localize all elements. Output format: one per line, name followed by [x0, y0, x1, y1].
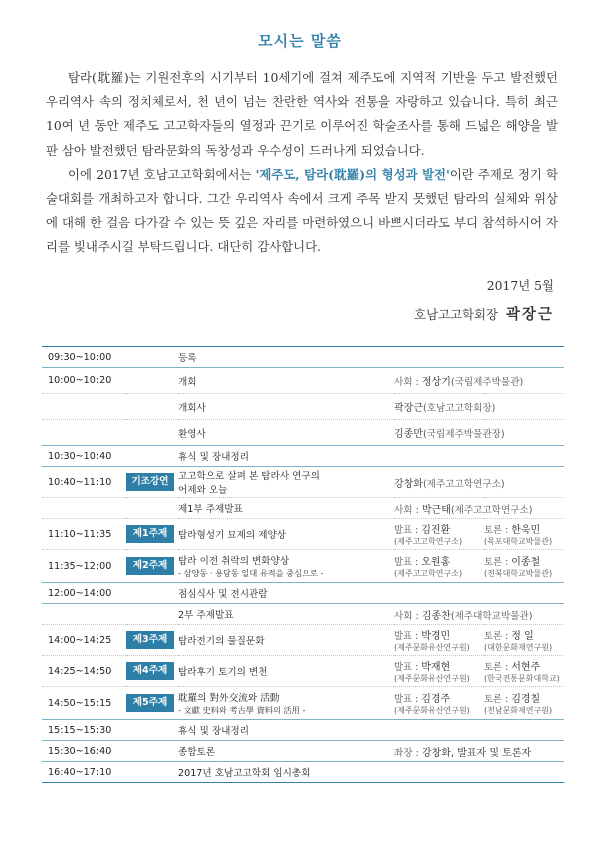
- conference-theme: '제주도, 탐라(耽羅)의 형성과 발전': [255, 166, 450, 182]
- program-row: [42, 519, 564, 550]
- event-subtitle: - 文獻 史料와 考古學 資料의 活用 -: [178, 705, 306, 715]
- row-event: 2017년 호남고고학회 임시총회: [178, 768, 311, 779]
- program-row: [42, 656, 564, 687]
- row-event: 탐라후기 토기의 변천: [178, 667, 268, 678]
- discussant-role: 토론 :: [484, 662, 512, 673]
- topic-badge: 제5주제: [126, 694, 174, 712]
- keynote-badge: 기조강연: [126, 473, 174, 491]
- discussant-name: 한욱민: [511, 525, 541, 536]
- topic-badge: 제2주제: [126, 557, 174, 575]
- discussant-role: 토론 :: [484, 631, 512, 642]
- row-time: 11:35~12:00: [48, 560, 112, 572]
- moderator-name: 박근태: [421, 504, 451, 516]
- program-row: [42, 446, 564, 467]
- row-event: [178, 467, 394, 498]
- row-event: [178, 550, 394, 583]
- signature: [414, 303, 554, 324]
- discussant-name: 이종철: [511, 557, 541, 568]
- row-time: 15:30~16:40: [48, 745, 112, 757]
- program-row: [42, 467, 564, 498]
- letter-paragraph-2: [46, 163, 558, 260]
- presenter-name: 박재현: [421, 662, 451, 673]
- row-time: 11:10~11:35: [48, 528, 112, 540]
- discussant-affiliation: (전남문화재연구원): [484, 706, 553, 715]
- moderator-role: 사회 :: [394, 504, 422, 516]
- row-event: 휴식 및 장내정리: [178, 452, 249, 463]
- row-time: 12:00~14:00: [48, 587, 112, 599]
- speaker-affiliation: (국립제주박물관장): [422, 429, 505, 440]
- program-row: [42, 625, 564, 656]
- presenter: [394, 687, 484, 720]
- moderator-affiliation: (국립제주박물관): [450, 377, 524, 388]
- program-row: [42, 347, 564, 368]
- presenter-name: 김진환: [421, 525, 451, 536]
- topic-badge: 제1주제: [126, 525, 174, 543]
- event-title: 탐라 이전 취락의 변화양상: [178, 556, 290, 567]
- presenter-role: 발표 :: [394, 557, 422, 568]
- discussant: [484, 687, 564, 720]
- program-row: [42, 583, 564, 604]
- discussant-role: 토론 :: [484, 557, 512, 568]
- speaker-name: 김종만: [394, 429, 423, 440]
- program-row: [42, 741, 564, 762]
- signer-title: 호남고고학회장: [414, 307, 498, 322]
- speaker-name: 강창화: [394, 478, 423, 490]
- speaker: [394, 420, 564, 446]
- program-row: [42, 604, 564, 625]
- discussant-affiliation: (목포대학교박물관): [484, 537, 553, 546]
- row-time: 15:15~15:30: [48, 724, 112, 736]
- letter-title: 모시는 말씀: [258, 32, 342, 50]
- program-row: [42, 498, 564, 519]
- program-table: [42, 346, 564, 783]
- row-event: 탐라전기의 물질문화: [178, 636, 265, 647]
- row-event: 개회: [178, 376, 197, 388]
- moderator-role: 사회 :: [394, 377, 422, 388]
- presenter-name: 오원홍: [421, 557, 451, 568]
- presenter: [394, 550, 484, 583]
- discussant-role: 토론 :: [484, 694, 512, 705]
- row-time: 10:00~10:20: [48, 375, 112, 386]
- event-line-2: 어제와 오늘: [178, 485, 228, 496]
- row-event: 휴식 및 장내정리: [178, 726, 249, 737]
- presenter-affiliation: (제주문화유산연구원): [394, 643, 470, 652]
- row-time: 10:30~10:40: [48, 450, 112, 462]
- chair: [394, 741, 564, 762]
- moderator: [394, 498, 564, 519]
- invitation-letter: [46, 66, 558, 260]
- row-event: [178, 687, 394, 720]
- speaker-affiliation: (호남고고학회장): [422, 403, 496, 414]
- presenter: [394, 656, 484, 687]
- topic-badge: 제3주제: [126, 631, 174, 649]
- speaker: [394, 467, 564, 498]
- discussant-name: 김경칠: [511, 694, 541, 705]
- row-time: 14:00~14:25: [48, 634, 112, 646]
- discussant-affiliation: (한국전통문화대학교): [484, 674, 560, 683]
- row-time: 16:40~17:10: [48, 766, 112, 778]
- speaker-affiliation: (제주고고학연구소): [422, 478, 505, 490]
- presenter-role: 발표 :: [394, 631, 422, 642]
- discussant: [484, 519, 564, 550]
- letter-paragraph-1: 탐라(耽羅)는 기원전후의 시기부터 10세기에 걸쳐 제주도에 지역적 기반을 두고 발전했던 우리역사 속의 정치체로서, 천 년이 넘는 찬란한 역사와 전통을 자랑하고 있습니다. 특히 최근 10여 년 동안 제주도 고고학자들의 열정과 끈기로 이루어진 학술조사를 통해 드넓은 해양을 발판 삼아 발전했던 탐라문화의 독창성과 우수성이 드러나게 되었습니다.: [46, 70, 558, 158]
- speaker: [394, 394, 564, 420]
- presenter-affiliation: (제주문화유산연구원): [394, 674, 470, 683]
- moderator-role: 사회 :: [394, 610, 422, 622]
- row-time: 14:25~14:50: [48, 665, 112, 677]
- letter-para2-rest: 이란 주제로 정기 학술대회를 개최하고자 합니다. 그간 우리역사 속에서 크게 주목 받지 못했던 탐라의 실체와 위상에 대해 한 걸음 다가갈 수 있는 뜻 깊은 자리를 마련하였으니 바쁘시더라도 부디 참석하시어 자리를 빛내주시길 부탁드립니다. 대단히 감사합니다.: [46, 166, 559, 255]
- event-title: 耽羅의 對外交流와 活動: [178, 693, 280, 704]
- discussant: [484, 656, 564, 687]
- speaker-name: 곽장근: [394, 403, 423, 414]
- presenter-affiliation: (제주고고학연구소): [394, 569, 463, 578]
- chair-role: 좌장 :: [394, 747, 422, 759]
- discussant-name: 서현주: [511, 662, 541, 673]
- program-row: [42, 550, 564, 583]
- moderator: [394, 368, 564, 394]
- discussant-affiliation: (전북대학교박물관): [484, 569, 553, 578]
- event-subtitle: - 삼양동 · 용담동 일대 유적을 중심으로 -: [178, 568, 324, 578]
- presenter-role: 발표 :: [394, 525, 422, 536]
- chair-names: 강창화, 발표자 및 토론자: [421, 747, 532, 759]
- moderator: [394, 604, 564, 625]
- discussant-affiliation: (대한문화재연구원): [484, 643, 553, 652]
- discussant: [484, 625, 564, 656]
- session-heading: 2부 주제발표: [178, 610, 234, 621]
- row-event: 환영사: [178, 428, 206, 440]
- moderator-affiliation: (제주대학교박물관): [450, 610, 533, 622]
- row-event: 종합토론: [178, 747, 216, 758]
- row-event: 개회사: [178, 402, 206, 414]
- program-row: [42, 420, 564, 446]
- signer-name: 곽장근: [505, 307, 554, 323]
- program-row: [42, 720, 564, 741]
- presenter-role: 발표 :: [394, 662, 422, 673]
- moderator-name: 김종찬: [421, 610, 451, 622]
- presenter-role: 발표 :: [394, 694, 422, 705]
- row-event: 점심식사 및 전시관람: [178, 589, 268, 600]
- program-row: [42, 762, 564, 783]
- row-event: 등록: [178, 353, 197, 364]
- presenter-affiliation: (제주고고학연구소): [394, 537, 463, 546]
- session-heading: 제1부 주제발표: [178, 504, 243, 515]
- topic-badge: 제4주제: [126, 662, 174, 680]
- discussant-role: 토론 :: [484, 525, 512, 536]
- letter-date: 2017년 5월: [486, 278, 554, 293]
- program-row: [42, 368, 564, 394]
- row-time: 09:30~10:00: [48, 351, 112, 363]
- presenter-name: 박경민: [421, 631, 451, 642]
- letter-para2-lead: 이에 2017년 호남고고학회에서는: [68, 166, 256, 182]
- discussant-name: 정 일: [511, 631, 534, 642]
- presenter-affiliation: (제주문화유산연구원): [394, 706, 470, 715]
- program-row: [42, 394, 564, 420]
- moderator-name: 정상기: [421, 377, 451, 388]
- row-time: 10:40~11:10: [48, 476, 112, 488]
- event-line-1: 고고학으로 살펴 본 탐라사 연구의: [178, 471, 320, 482]
- presenter-name: 김경주: [421, 694, 451, 705]
- program-row: [42, 687, 564, 720]
- discussant: [484, 550, 564, 583]
- moderator-affiliation: (제주고고학연구소): [450, 504, 533, 516]
- row-time: 14:50~15:15: [48, 697, 112, 709]
- row-event: 탐라형성기 묘제의 제양상: [178, 530, 287, 541]
- presenter: [394, 519, 484, 550]
- presenter: [394, 625, 484, 656]
